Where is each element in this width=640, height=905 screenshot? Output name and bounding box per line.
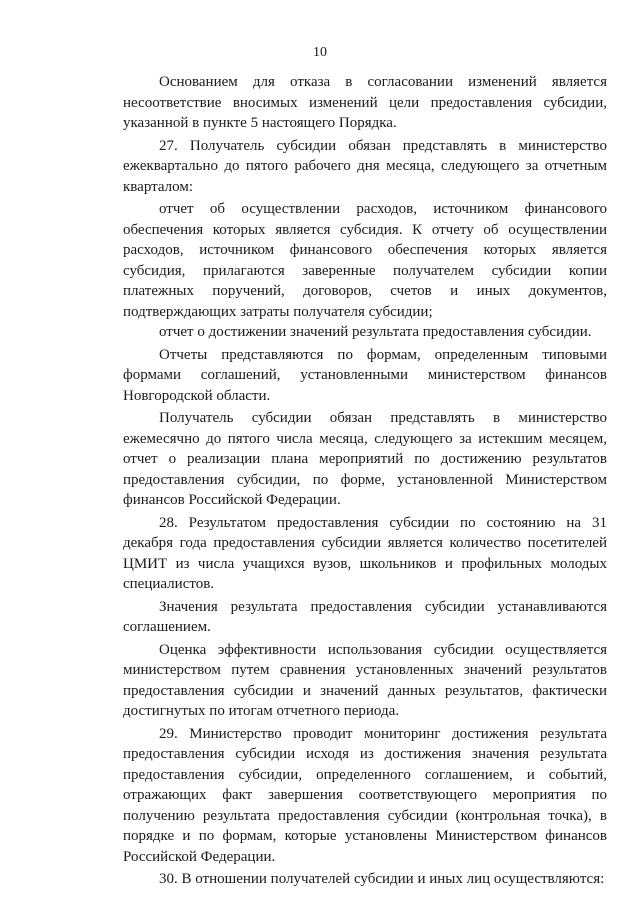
paragraph-refusal-grounds: Основанием для отказа в согласовании изменений является несоответствие вносимых изменений цели предоставления субсидии, указанной в пункте 5 настоящего Порядка.: [123, 74, 607, 131]
paragraph-report-forms: Отчеты представляются по формам, определенным типовыми формами соглашений, установленными министерством финансов Новгородской области.: [123, 346, 607, 404]
document-body: [123, 72, 607, 890]
paragraph-30: 30. В отношении получателей субсидии и иных лиц осуществляются:: [159, 871, 605, 887]
paragraph-result-report: отчет о достижении значений результата предоставления субсидии.: [159, 324, 592, 340]
paragraph-28: 28. Результатом предоставления субсидии по состоянию на 31 декабря года предоставления субсидии является количество посетителей ЦМИТ из числа учащихся вузов, школьников и профильных молодых специалистов.: [123, 514, 607, 592]
paragraph-29: 29. Министерство проводит мониторинг достижения результата предоставления субсидии исходя из достижения значения результата предоставления субсидии, определенного соглашением, и событий, отражающих факт завершения соответствующего мероприятия по получению результата предоставления субсидии (контрольная точка), в порядке и по формам, которые установлены Министерством финансов Российской Федерации.: [123, 725, 607, 865]
paragraph-expense-report: отчет об осуществлении расходов, источником финансового обеспечения которых является субсидия. К отчету об осуществлении расходов, источником финансового обеспечения которых является субсидия, прилагаются заверенные получателем субсидии копии платежных поручений, договоров, счетов и иных документов, подтверждающих затраты получателя субсидии;: [123, 201, 607, 320]
page-number: 10: [313, 45, 327, 60]
paragraph-result-values: Значения результата предоставления субсидии устанавливаются соглашением.: [123, 598, 607, 635]
paragraph-monthly-report: Получатель субсидии обязан представлять в министерство ежемесячно до пятого числа месяца, следующего за истекшим месяцем, отчет о реализации плана мероприятий по достижению результатов предоставления субсидии, по форме, установленной Министерством финансов Российской Федерации.: [123, 410, 607, 508]
paragraph-efficiency: Оценка эффективности использования субсидии осуществляется министерством путем сравнения установленных значений результатов предоставления субсидии и значений данных результатов, фактически достигнутых по итогам отчетного периода.: [123, 641, 607, 719]
paragraph-27: 27. Получатель субсидии обязан представлять в министерство ежеквартально до пятого рабочего дня месяца, следующего за отчетным кварталом:: [123, 137, 607, 195]
